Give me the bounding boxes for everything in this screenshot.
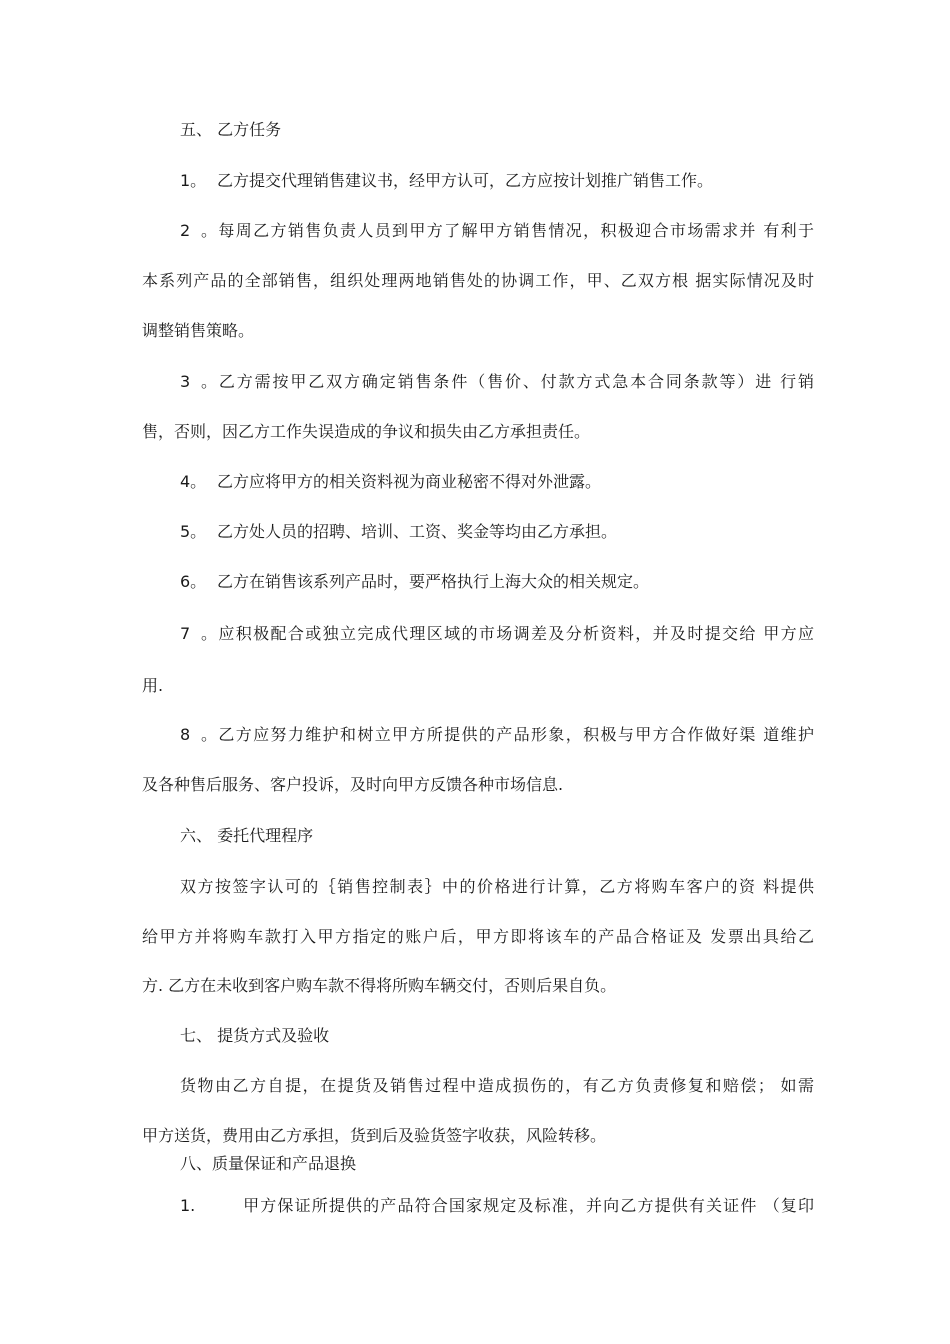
section-5-item-6 [180, 571, 814, 593]
text-line: 甲方送货，费用由乙方承担，货到后及验货签字收获，风险转移。 [142, 1126, 607, 1145]
section-8-heading: 八、质量保证和产品退换 [180, 1154, 357, 1173]
item-number: 6。 [180, 572, 207, 591]
text-line: 及各种售后服务、客户投诉，及时向甲方反馈各种市场信息. [142, 775, 564, 794]
item-number: 1. [180, 1196, 196, 1215]
text-line: 本系列产品的全部销售，组织处理两地销售处的协调工作，甲、乙双方根 据实际情况及时 [142, 271, 814, 290]
section-5-item-1 [180, 170, 814, 192]
item-text: 每周乙方销售负责人员到甲方了解甲方销售情况，积极迎合市场需求并 有利于 [217, 221, 814, 240]
text-line: 用. [142, 676, 164, 695]
item-text: 乙方在销售该系列产品时，要严格执行上海大众的相关规定。 [217, 572, 650, 591]
section-7-heading: 七、 提货方式及验收 [180, 1026, 330, 1045]
item-text: 乙方提交代理销售建议书，经甲方认可，乙方应按计划推广销售工作。 [217, 171, 714, 190]
item-number: 2。 [180, 221, 217, 240]
text-line: 方. 乙方在未收到客户购车款不得将所购车辆交付，否则后果自负。 [142, 976, 617, 995]
section-5-item-7 [180, 623, 814, 645]
section-6-heading: 六、 委托代理程序 [180, 826, 314, 845]
section-5-item-3 [180, 371, 814, 393]
item-number: 4。 [180, 472, 207, 491]
item-number: 1。 [180, 171, 207, 190]
item-text: 乙方处人员的招聘、培训、工资、奖金等均由乙方承担。 [217, 522, 618, 541]
section-5-item-8 [180, 724, 814, 746]
section-5-heading: 五、 乙方任务 [180, 120, 282, 139]
section-5-item-2 [180, 220, 814, 242]
item-number: 7。 [180, 624, 217, 643]
item-text: 甲方保证所提供的产品符合国家规定及标准，并向乙方提供有关证件 （复印 [242, 1196, 814, 1215]
item-number: 3。 [180, 372, 217, 391]
text-line: 调整销售策略。 [142, 321, 255, 340]
section-5-item-4 [180, 471, 814, 493]
item-text: 乙方应将甲方的相关资料视为商业秘密不得对外泄露。 [217, 472, 602, 491]
item-text: 应积极配合或独立完成代理区域的市场调差及分析资料，并及时提交给 甲方应 [217, 624, 814, 643]
section-5-item-5 [180, 521, 814, 543]
item-number: 8。 [180, 725, 217, 744]
item-text: 乙方应努力维护和树立甲方所提供的产品形象，积极与甲方合作做好渠 道维护 [217, 725, 814, 744]
text-line: 货物由乙方自提，在提货及销售过程中造成损伤的，有乙方负责修复和赔偿； 如需 [180, 1076, 814, 1095]
item-text: 乙方需按甲乙双方确定销售条件（售价、付款方式急本合同条款等）进 行销 [217, 372, 814, 391]
text-line: 双方按签字认可的｛销售控制表｝中的价格进行计算，乙方将购车客户的资 料提供 [180, 877, 814, 896]
item-number: 5。 [180, 522, 207, 541]
section-8-item-1 [180, 1195, 814, 1217]
text-line: 售，否则，因乙方工作失误造成的争议和损失由乙方承担责任。 [142, 422, 591, 441]
text-line: 给甲方并将购车款打入甲方指定的账户后，甲方即将该车的产品合格证及 发票出具给乙 [142, 927, 814, 946]
